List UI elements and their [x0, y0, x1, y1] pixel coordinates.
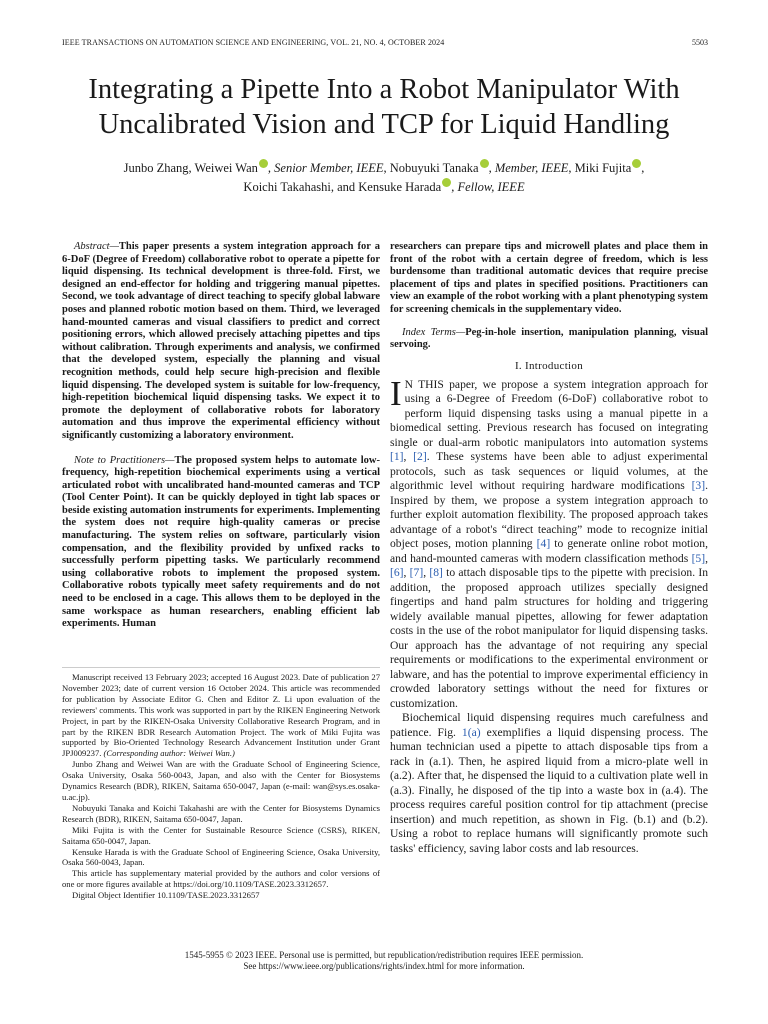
abstract-text: This paper presents a system integration approach for a 6-DoF (Degree of Freedom) collaborative robot to operate a pipette for liquid dispensing. Its technical development is three-fold. First, we designed an end-effector for holding and triggering manual pipettes. Second, we took advantage of direct teaching to specify global labware poses and planned robotic motion based on them. Third, we leveraged hand-mounted cameras and visual classifiers to predict and correct positioning errors, which allowed precisely attaching pipettes and tips without calibration. Through experiments and analysis, we confirmed that the developed system, especially the planning and visual recognition methods, could help secure high-precision and flexible liquid dispensing. The developed system is suitable for low-frequency, high-repetition biochemical liquid dispensing tasks. We expect it to promote the deployment of collaborative robots for laboratory automation and thus improve the experimental efficiency without significantly customizing a laboratory environment. [62, 241, 380, 441]
author-names-3: , Miki Fujita [568, 161, 632, 175]
author-role-2: , Member, IEEE [488, 161, 569, 175]
footnote-affiliation-1: Junbo Zhang and Weiwei Wan are with the Graduate School of Engineering Science, Osaka University, Osaka 560-0043, Japan, and also with the Center for Biosystems Dynamics Research (BDR), RIKEN, Saitama 650-0047, Japan (e-mail: wan@sys.es.osaka-u.ac.jp). [62, 759, 380, 802]
footnote-doi: Digital Object Identifier 10.1109/TASE.2023.3312657 [72, 890, 260, 901]
title-line-2: Uncalibrated Vision and TCP for Liquid Handling [98, 109, 670, 140]
footnote-affiliation-2: Nobuyuki Tanaka and Koichi Takahashi are with the Center for Biosystems Dynamics Research (BDR), RIKEN, Saitama 650-0047, Japan. [62, 802, 380, 824]
intro-text: Biochemical liquid dispensing requires much carefulness and patience. Fig. [390, 711, 708, 739]
footnotes [62, 667, 380, 901]
citation-link[interactable]: [3] [691, 479, 706, 493]
citation-link[interactable]: [5] [691, 551, 706, 565]
orcid-icon[interactable] [259, 159, 268, 168]
citation-link[interactable]: [2] [413, 450, 427, 464]
citation-link[interactable]: [6] [390, 566, 404, 580]
left-column [62, 241, 380, 631]
intro-text: , [403, 450, 414, 464]
intro-text: to attach disposable tips to the pipette with precision. In addition, the proposed approach utilizes specially designed fingertips and hand palm structures for holding and triggering widely available manual pipettes, allowing for fewer adaptation costs in the use of the robot manipulator for liquid dispensing tasks. Our approach has the advantage of not requiring any special requirements or modifications to the experimental environment or labware, and has the potential to improve experimental efficiency in crowded laboratory settings without the need for fixtures or customization. [390, 566, 709, 710]
author-names-4: Koichi Takahashi, and Kensuke Harada [243, 180, 442, 194]
author-names-2: , Nobuyuki Tanaka [383, 161, 479, 175]
abstract-label: Abstract— [74, 241, 119, 252]
section-heading-introduction: I. Introduction [514, 359, 584, 372]
citation-link[interactable]: [4] [536, 537, 551, 551]
footnote-affiliation-4: Kensuke Harada is with the Graduate School of Engineering Science, Osaka University, Osaka 560-0043, Japan. [62, 846, 380, 868]
footnote-affiliation-3: Miki Fujita is with the Center for Sustainable Resource Science (CSRS), RIKEN, Saitama 650-0047, Japan. [62, 824, 380, 846]
citation-link[interactable]: [7] [409, 566, 424, 580]
orcid-icon[interactable] [442, 178, 451, 187]
citation-link[interactable]: [8] [429, 566, 443, 580]
orcid-icon[interactable] [480, 159, 489, 168]
intro-text: exemplifies a liquid dispensing process. The human technician used a pipette to attach disposable tips from a rack in (a.1). Then, he aspired liquid from a micro-plate well in (a.2). After that, he dispensed the liquid to a cultivation plate well in (a.3). Finally, he disposed of the tip into a waste box in (a.4). The process requires careful position control for tip attachment (precise insertion) and much repetition, as shown in Fig. (b.1) and (b.2). Using a robot to replace humans will significantly promote such tasks' efficiency, saving labor costs and lab resources. [390, 725, 708, 855]
running-header: IEEE TRANSACTIONS ON AUTOMATION SCIENCE AND ENGINEERING, VOL. 21, NO. 4, OCTOBER 2024 [62, 38, 445, 47]
abstract [62, 241, 380, 443]
intro-text: N THIS paper, we propose a system integration approach for using a 6-Degree of Freedom (6-DoF) collaborative robot to perform liquid dispensing tasks using a manual pipette in a biomedical setting. Previous research has focused on integrating single or dual-arm robotic manipulators into automation systems [390, 377, 708, 449]
copyright-line: 1545-5955 © 2023 IEEE. Personal use is permitted, but republication/redistribution requires IEEE permission. [184, 950, 584, 960]
footnote-text: Manuscript received 13 February 2023; accepted 16 August 2023. Date of publication 27 November 2023; date of current version 16 October 2024. This article was recommended for publication by Associate Editor G. Chen and Editor Z. Li upon evaluation of the reviewers' comments. This work was supported in part by the RIKEN Engineering Network Project, in part by the RIKEN-Osaka University Collaborative Research Program, and in part by the RIKEN BDR Research Automation Project. The work of Miki Fujita was supported by Bio-Oriented Technology Research Advancement Institution under Grant JPJ009237. [62, 672, 380, 759]
author-names-1: Junbo Zhang, Weiwei Wan [123, 161, 258, 175]
citation-link[interactable]: [1] [390, 450, 404, 464]
right-column [390, 241, 708, 856]
title-line-1: Integrating a Pipette Into a Robot Manipulator With [88, 74, 680, 105]
intro-text: . These systems have been able to adjust experimental protocols, such as task sequences or liquid volumes, at the algorithmic level without requiring hardware modifications [390, 450, 708, 493]
drop-cap: I [390, 373, 402, 413]
intro-paragraph-2 [390, 711, 708, 856]
practitioners-continued: researchers can prepare tips and microwell plates and place them in front of the robot with a certain degree of freedom, which is less burdensome than traditional automatic devices that require precise placement of tips and plates in specified positions. Practitioners can view an example of the robot working with a plant phenotyping system for screening chemicals in the supplementary video. [390, 241, 708, 315]
index-terms-text: Peg-in-hole insertion, manipulation planning, visual servoing. [390, 326, 708, 351]
intro-text: to generate online robot motion, and hand-mounted cameras with modern classification methods [390, 537, 708, 565]
intro-text: . Inspired by them, we propose a system integration approach to further exploit automation flexibility. The proposed approach takes advantage of a robot's “direct teaching” mode to recognize initial object poses, motion planning [390, 479, 708, 551]
index-terms [390, 327, 708, 352]
copyright-footer [40, 950, 728, 972]
note-to-practitioners [62, 455, 380, 631]
footnote-supplementary: This article has supplementary material provided by the authors and color versions of one or more figures available at https://doi.org/10.1109/TASE.2023.3312657. [62, 868, 380, 890]
practitioners-label: Note to Practitioners— [74, 454, 175, 466]
page-number: 5503 [692, 38, 708, 47]
practitioners-text: The proposed system helps to automate low-frequency, high-repetition biochemical experiments using a vertical articulated robot with uncalibrated hand-mounted cameras and TCP (Tool Center Point). It can be quickly deployed in tight lab spaces or beside existing automation instruments for experiments. Implementing the system does not require high-quality cameras or precise manufacturing. The system relies on software, particularly vision compensation, and the flexibility provided by unfixed racks to successfully perform pipetting tasks. We particularly recommend using collaborative robots to implement the proposed system. Collaborative robots typically meet safety requirements and do not need to be enclosed in a cage. This allows them to be deployed in the same workspace as human researchers, enabling efficient lab experiments. Human [62, 454, 380, 630]
author-role-4: , Fellow, IEEE [451, 180, 525, 194]
index-terms-label: Index Terms— [402, 326, 466, 338]
author-list [40, 159, 728, 197]
author-sep: , [641, 161, 645, 175]
figure-link[interactable]: 1(a) [461, 725, 481, 739]
footnote-manuscript [62, 672, 380, 759]
rights-line: See https://www.ieee.org/publications/rights/index.html for more information. [243, 961, 525, 971]
author-role-1: , Senior Member, IEEE [267, 161, 384, 175]
intro-paragraph-1: I N THIS paper, we propose a system integration approach for using a 6-Degree of Freedom (6-DoF) collaborative robot to perform liquid dispensing tasks using a manual pipette in a biomedical setting. Previous research has focused on integrating single or dual-arm robotic manipulators into automation systems [1], [2]. These systems have been able to adjust experimental protocols, such as task sequences or liquid volumes, at the algorithmic level without requiring hardware modifications [3]. Inspired by them, we propose a system integration approach to further exploit automation flexibility. The proposed approach takes advantage of a robot's “direct teaching” mode to recognize initial object poses, motion planning [4] to generate online robot motion, and hand-mounted cameras with modern classification methods [5], [6], [7], [8] to attach disposable tips to the pipette with precision. In addition, the proposed approach utilizes specially designed fingertips and hand palm structures for holding and triggering widely available manual pipettes, allowing for fewer adaptation costs in the use of the robot manipulator for liquid dispensing tasks. Our approach has the advantage of not requiring any special requirements or modifications to the experimental environment or labware, and has the potential to improve experimental efficiency in crowded laboratory settings without the need for fixtures or customization. [390, 373, 709, 710]
paper-title [40, 72, 728, 142]
orcid-icon[interactable] [632, 159, 641, 168]
corresponding-author: (Corresponding author: Weiwei Wan.) [103, 748, 235, 759]
